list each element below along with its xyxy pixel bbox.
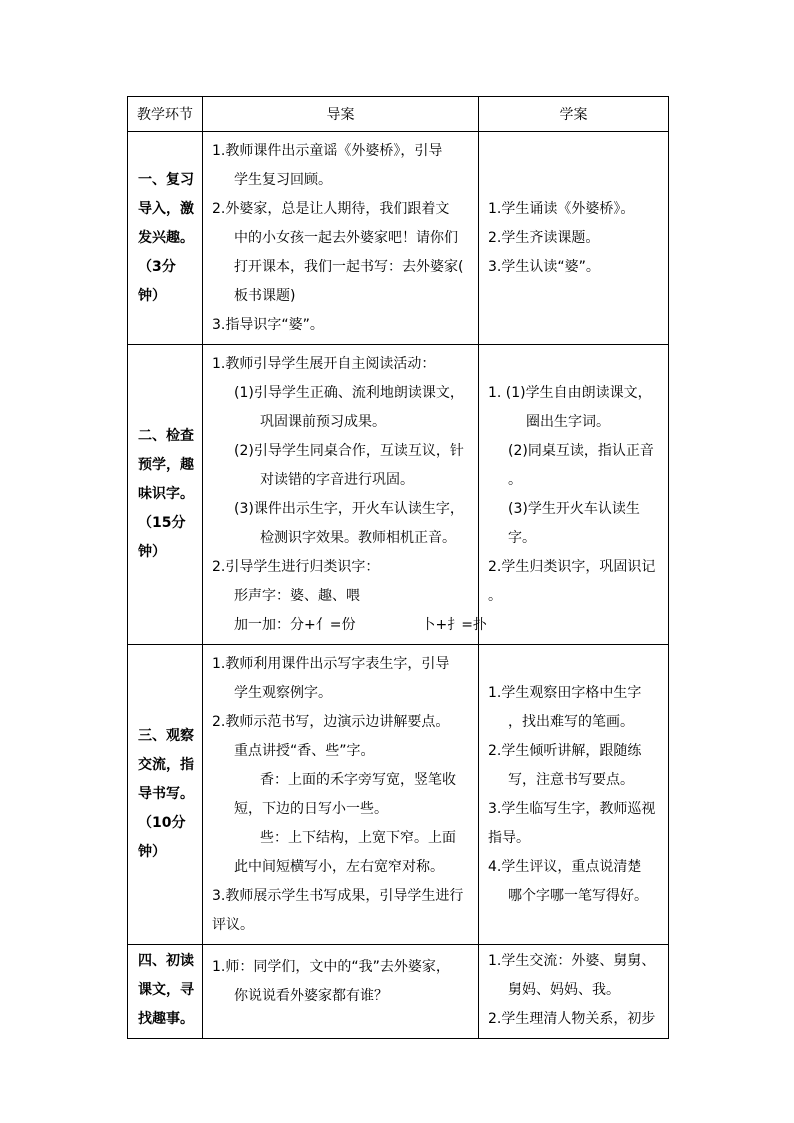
guide-cell [203,945,479,1039]
header-study-plan: 学案 [479,97,669,132]
table-row [128,345,669,645]
stage-cell [128,132,203,345]
table-row [128,645,669,945]
guide-cell [203,345,487,645]
lesson-plan-table [127,96,669,1039]
guide-line: 中的小女孩一起去外婆家吧！请你们 [234,230,458,246]
guide-line: 2.外婆家，总是让人期待，我们跟着文 [212,201,450,217]
guide-cell [203,645,479,945]
study-line: 2.学生理清人物关系，初步 [488,1011,656,1027]
guide-line: 1.教师课件出示童谣《外婆桥》，引导 [212,143,443,159]
guide-line: 2.引导学生进行归类识字： [212,559,380,575]
guide-line: 形声字：婆、趣、喂 [234,588,360,604]
study-line: ，找出难写的笔画。 [508,714,634,730]
study-line: 写，注意书写要点。 [508,772,634,788]
guide-line: 评议。 [212,917,254,933]
study-line: 。 [508,472,522,488]
study-line: 4.学生评议，重点说清楚 [488,859,642,875]
study-line: 1. (1)学生自由朗读课文， [488,385,652,401]
study-line: 2.学生齐读课题。 [488,230,600,246]
guide-line: 1.师：同学们，文中的“我”去外婆家， [212,959,450,975]
guide-line: 检测识字效果。教师相机正音。 [260,530,456,546]
stage-label: 一、复习 导入，激 发兴趣。 （3分钟） [138,171,194,304]
study-line: (2)同桌互读，指认正音 [508,443,654,459]
study-cell [479,132,669,345]
study-line: 2.学生倾听讲解，跟随练 [488,743,642,759]
guide-line: 板书课题) [234,288,296,304]
guide-line: 打开课本，我们一起书写：去外婆家( [234,259,464,275]
table-header-row [128,97,669,132]
guide-line: 1.教师利用课件出示写字表生字，引导 [212,656,450,672]
study-line: 指导。 [488,830,530,846]
study-line: (3)学生开火车认读生 [508,501,640,517]
guide-line: 3.教师展示学生书写成果，引导学生进行 [212,888,464,904]
study-line: 字。 [508,530,536,546]
guide-line: 重点讲授“香、些”字。 [234,743,375,759]
header-guide-plan: 导案 [203,97,479,132]
stage-cell [128,945,203,1039]
study-cell [479,345,669,645]
study-line: 2.学生归类识字，巩固识记 [488,559,656,575]
table-row [128,945,669,1039]
study-line: 圈出生字词。 [526,414,610,430]
study-line: 哪个字哪一笔写得好。 [508,888,648,904]
stage-cell [128,345,203,645]
guide-line: 1.教师引导学生展开自主阅读活动： [212,356,436,372]
guide-line [212,611,487,640]
study-line: 。 [488,588,502,604]
study-line: 1.学生观察田字格中生字 [488,685,642,701]
guide-line: 你说说看外婆家都有谁？ [234,988,388,1004]
guide-line: 2.教师示范书写，边演示边讲解要点。 [212,714,450,730]
study-cell [479,645,669,945]
guide-line: (2)引导学生同桌合作，互读互议，针 [234,443,464,459]
guide-line: (1)引导学生正确、流利地朗读课文， [234,385,464,401]
guide-line: 学生复习回顾。 [234,172,332,188]
guide-line: 些：上下结构，上宽下窄。上面 [260,830,456,846]
header-teaching-stage: 教学环节 [128,97,203,132]
stage-label: 三、观察 交流，指 导书写。 （10分钟） [138,728,194,860]
stage-label: 二、检查 预学，趣 味识字。 （15分钟） [138,428,194,560]
study-line: 1.学生诵读《外婆桥》。 [488,201,635,217]
study-cell [479,945,669,1039]
guide-add-two: 卜+扌=扑 [421,617,487,633]
guide-line: 香：上面的禾字旁写宽，竖笔收 [260,772,456,788]
study-line: 舅妈、妈妈、我。 [508,982,620,998]
guide-line: (3)课件出示生字，开火车认读生字， [234,501,464,517]
guide-line: 3.指导识字“婆”。 [212,317,324,333]
study-line: 1.学生交流：外婆、舅舅、 [488,953,656,969]
stage-cell [128,645,203,945]
guide-line: 短，下边的日写小一些。 [234,801,388,817]
table-row [128,132,669,345]
guide-line: 学生观察例字。 [234,685,332,701]
study-line: 3.学生临写生字，教师巡视 [488,801,656,817]
stage-label: 四、初读 课文，寻 找趣事。 [138,953,194,1027]
guide-line: 此中间短横写小，左右宽窄对称。 [234,859,444,875]
guide-cell [203,132,479,345]
guide-add-one: 加一加：分+亻=份 [234,617,356,633]
study-line: 3.学生认读“婆”。 [488,259,600,275]
guide-line: 巩固课前预习成果。 [260,414,386,430]
guide-line: 对读错的字音进行巩固。 [260,472,414,488]
